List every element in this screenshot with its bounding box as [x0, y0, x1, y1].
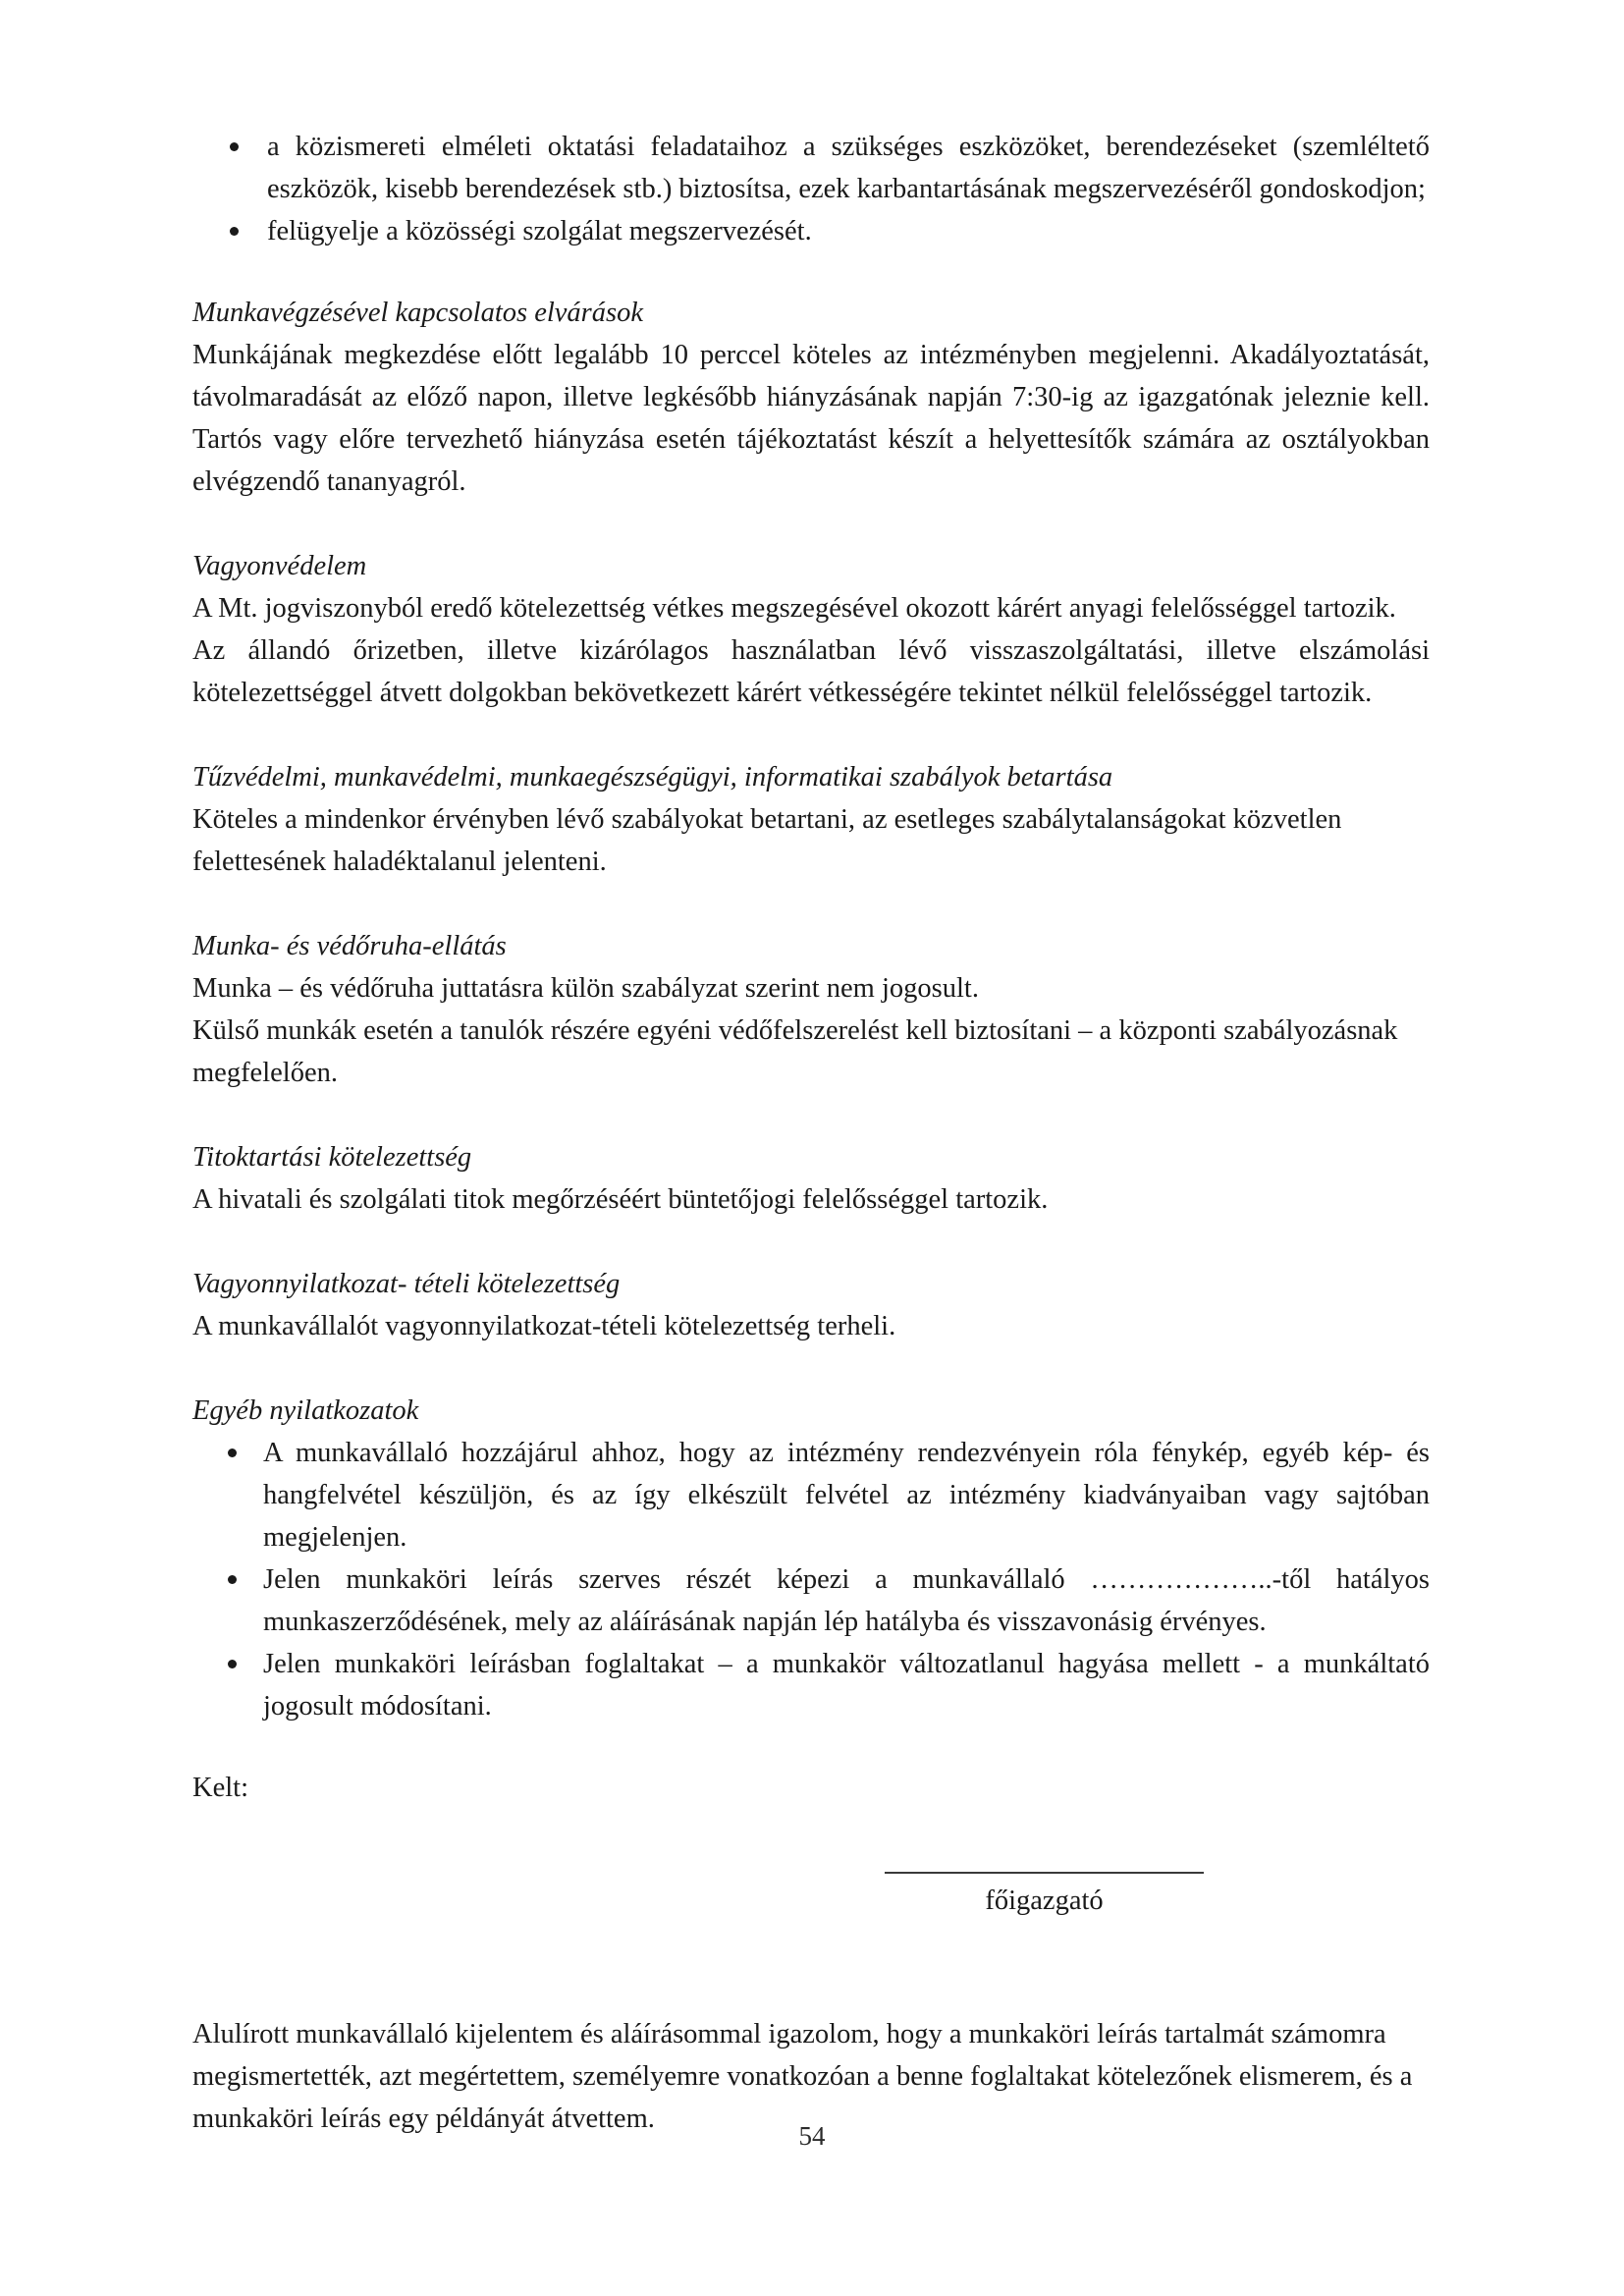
spacer [192, 1094, 1430, 1136]
list-item [192, 1432, 1430, 1558]
bullet-dot-icon [228, 1449, 237, 1457]
bullet-dot-icon [228, 1575, 237, 1584]
section-paragraph: A hivatali és szolgálati titok megőrzéséért büntetőjogi felelősséggel tartozik. [192, 1184, 1049, 1215]
section-paragraph: Az állandó őrizetben, illetve kizárólagos használatban lévő visszaszolgáltatási, illetve elszámolási kötelezettséggel átvett dolgokban bekövetkezett kárért vétkességére tekintet nélkül felelősséggel tartozik. [192, 635, 1430, 708]
list-item-text: a közismereti elméleti oktatási feladataihoz a szükséges eszközöket, berendezéseket (szemléltető eszközök, kisebb berendezések stb.) biztosítsa, ezek karbantartásának megszervezéséről gondoskodjon; [267, 132, 1430, 204]
declarations-bullet-list [192, 1432, 1430, 1727]
list-item-text: felügyelje a közösségi szolgálat megszervezését. [267, 216, 812, 246]
section-paragraph: Külső munkák esetén a tanulók részére egyéni védőfelszerelést kell biztosítani – a központi szabályozásnak megfelelően. [192, 1015, 1398, 1088]
section-heading-workwear: Munka- és védőruha-ellátás [192, 931, 507, 961]
section-heading-confidentiality: Titoktartási kötelezettség [192, 1142, 472, 1173]
section-heading-safety-rules: Tűzvédelmi, munkavédelmi, munkaegészségügyi, informatikai szabályok betartása [192, 762, 1113, 793]
list-item [192, 126, 1430, 210]
top-bullet-list [192, 126, 1430, 252]
list-item-text: A munkavállaló hozzájárul ahhoz, hogy az intézmény rendezvényein róla fénykép, egyéb kép- és hangfelvétel készüljön, és az így elkészült felvétel az intézmény kiadványaiban vagy sajtóban megjelenjen. [263, 1438, 1430, 1553]
page-number: 54 [798, 2121, 826, 2151]
page-content [192, 126, 1430, 2140]
section-paragraph: Munka – és védőruha juttatásra külön szabályzat szerint nem jogosult. [192, 973, 979, 1004]
spacer [192, 1221, 1430, 1263]
spacer [192, 252, 1430, 292]
section-paragraph: A munkavállalót vagyonnyilatkozat-tételi kötelezettség terheli. [192, 1311, 896, 1341]
spacer [192, 883, 1430, 925]
bullet-dot-icon [230, 142, 239, 151]
bullet-dot-icon [230, 227, 239, 236]
date-label: Kelt: [192, 1773, 248, 1803]
section-heading-other-declarations: Egyéb nyilatkozatok [192, 1395, 419, 1426]
section-paragraph: Munkájának megkezdése előtt legalább 10 perccel köteles az intézményben megjelenni. Akadályoztatását, távolmaradását az előző napon, illetve legkésőbb hiányzásának napján 7:30-ig az igazgatónak jeleznie kell. Tartós vagy előre tervezhető hiányzása esetén tájékoztatást készít a helyettesítők számára az osztályokban elvégzendő tananyagról. [192, 340, 1430, 497]
spacer [192, 1347, 1430, 1390]
section-heading-property-protection: Vagyonvédelem [192, 551, 367, 581]
signature-line [885, 1872, 1204, 1874]
section-paragraph: Köteles a mindenkor érvényben lévő szabályokat betartani, az esetleges szabálytalanságokat közvetlen felettesének haladéktalanul jelenteni. [192, 804, 1342, 877]
section-paragraph: A Mt. jogviszonyból eredő kötelezettség vétkes megszegésével okozott kárért anyagi felelősséggel tartozik. [192, 593, 1396, 624]
list-item [192, 1643, 1430, 1727]
spacer [192, 714, 1430, 756]
spacer [192, 503, 1430, 545]
list-item [192, 1558, 1430, 1643]
section-heading-work-expectations: Munkavégzésével kapcsolatos elvárások [192, 298, 644, 328]
spacer [192, 1727, 1430, 1767]
bullet-dot-icon [228, 1660, 237, 1668]
list-item-text: Jelen munkaköri leírás szerves részét képezi a munkavállaló ………………..-től hatályos munkaszerződésének, mely az aláírásának napján lép hatályba és visszavonásig érvényes. [263, 1564, 1430, 1637]
closing-paragraph: Alulírott munkavállaló kijelentem és aláírásommal igazolom, hogy a munkaköri leírás tartalmát számomra megismertették, azt megértettem, személyemre vonatkozóan a benne foglaltakat kötelezőnek elismerem, és a munkaköri leírás egy példányát átvettem. [192, 2019, 1413, 2134]
section-heading-asset-declaration: Vagyonnyilatkozat- tételi kötelezettség [192, 1269, 621, 1299]
signature-block [192, 1844, 1430, 1962]
list-item [192, 210, 1430, 252]
signer-title: főigazgató [985, 1886, 1104, 1916]
list-item-text: Jelen munkaköri leírásban foglaltakat – a munkakör változatlanul hagyása mellett - a munkáltató jogosult módosítani. [263, 1649, 1430, 1722]
